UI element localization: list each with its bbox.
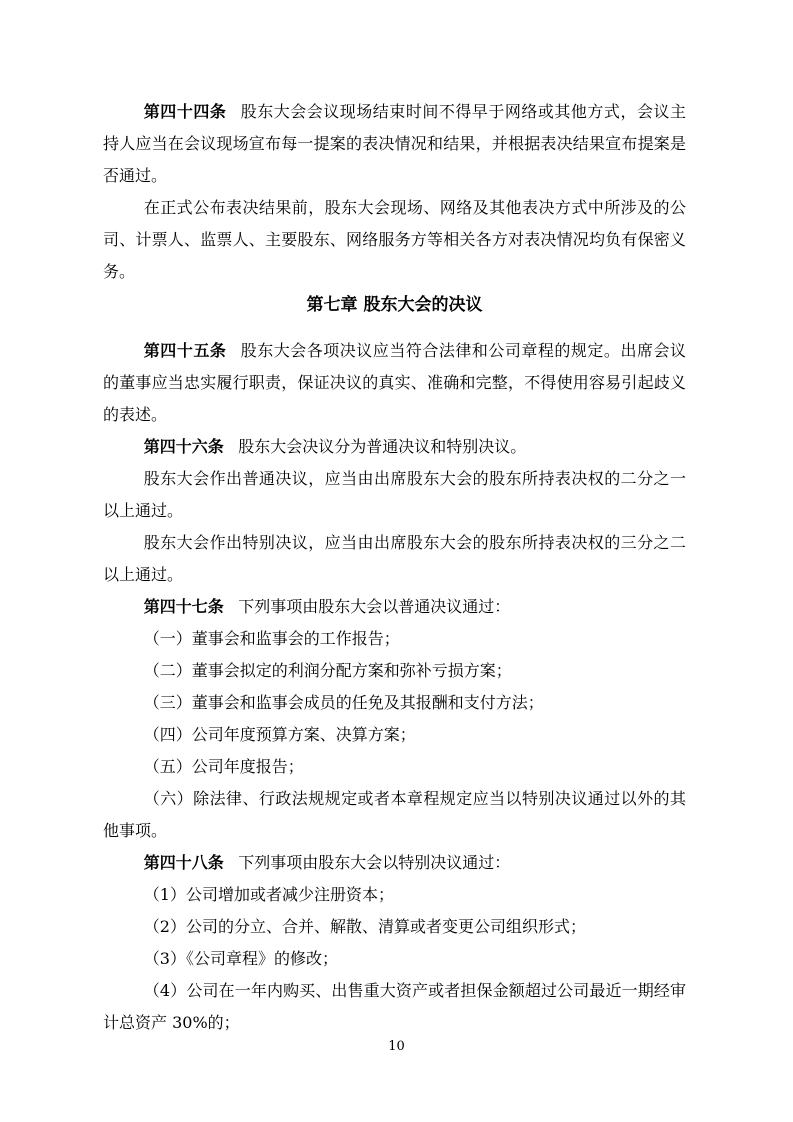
list-item-ordinary-1 [103,623,686,655]
article-44-text: 股东大会会议现场结束时间不得早于网络或其他方式，会议主持人应当在会议现场宣布每一提案的表决情况和结果，并根据表决结果宣布提案是否通过。 [103,102,686,185]
article-48-paragraph [103,847,686,879]
list-item-ordinary-6 [103,783,686,847]
paragraph-confidentiality-text: 在正式公布表决结果前，股东大会现场、网络及其他表决方式中所涉及的公司、计票人、监票人、主要股东、网络服务方等相关各方对表决情况均负有保密义务。 [103,198,686,281]
article-44-number: 第四十四条 [143,102,227,121]
list-item-ordinary-4 [103,719,686,751]
article-48-number: 第四十八条 [143,853,224,872]
paragraph-special-resolution [103,527,686,591]
list-item-special-2 [103,911,686,943]
list-item-special-1 [103,879,686,911]
article-44-paragraph [103,96,686,192]
list-item-ordinary-6-text: （六）除法律、行政法规规定或者本章程规定应当以特别决议通过以外的其他事项。 [103,789,686,840]
list-item-special-1-text: （1）公司增加或者减少注册资本； [143,885,394,904]
article-47-number: 第四十七条 [143,597,224,616]
paragraph-confidentiality [103,192,686,288]
article-46-number: 第四十六条 [143,437,224,456]
paragraph-ordinary-resolution [103,463,686,527]
article-45-number: 第四十五条 [143,341,227,360]
article-48-text: 下列事项由股东大会以特别决议通过： [238,853,511,872]
list-item-ordinary-3-text: （三）董事会和监事会成员的任免及其报酬和支付方法； [143,693,544,712]
article-46-text: 股东大会决议分为普通决议和特别决议。 [238,437,527,456]
list-item-ordinary-5-text: （五）公司年度报告； [143,757,304,776]
list-item-special-3 [103,943,686,975]
list-item-special-4-text: （4）公司在一年内购买、出售重大资产或者担保金额超过公司最近一期经审计总资产 30%的； [103,981,686,1032]
article-47-text: 下列事项由股东大会以普通决议通过： [238,597,511,616]
article-46-paragraph [103,431,686,463]
list-item-ordinary-2-text: （二）董事会拟定的利润分配方案和弥补亏损方案； [143,661,512,680]
paragraph-special-resolution-text: 股东大会作出特别决议，应当由出席股东大会的股东所持表决权的三分之二以上通过。 [103,533,686,584]
list-item-ordinary-5 [103,751,686,783]
list-item-special-3-text: （3）《公司章程》的修改； [143,949,338,968]
chapter-7-heading: 第七章 股东大会的决议 [306,295,483,315]
list-item-special-2-text: （2）公司的分立、合并、解散、清算或者变更公司组织形式； [143,917,586,936]
list-item-ordinary-4-text: （四）公司年度预算方案、决算方案； [143,725,416,744]
page-number: 10 [388,1039,405,1054]
list-item-ordinary-3 [103,687,686,719]
article-45-text: 股东大会各项决议应当符合法律和公司章程的规定。出席会议的董事应当忠实履行职责，保证决议的真实、准确和完整，不得使用容易引起歧义的表述。 [103,341,686,424]
paragraph-ordinary-resolution-text: 股东大会作出普通决议，应当由出席股东大会的股东所持表决权的二分之一以上通过。 [103,469,686,520]
document-body [103,96,686,1039]
list-item-ordinary-2 [103,655,686,687]
article-47-paragraph [103,591,686,623]
list-item-ordinary-1-text: （一）董事会和监事会的工作报告； [143,629,400,648]
list-item-special-4 [103,975,686,1039]
article-45-paragraph [103,335,686,431]
